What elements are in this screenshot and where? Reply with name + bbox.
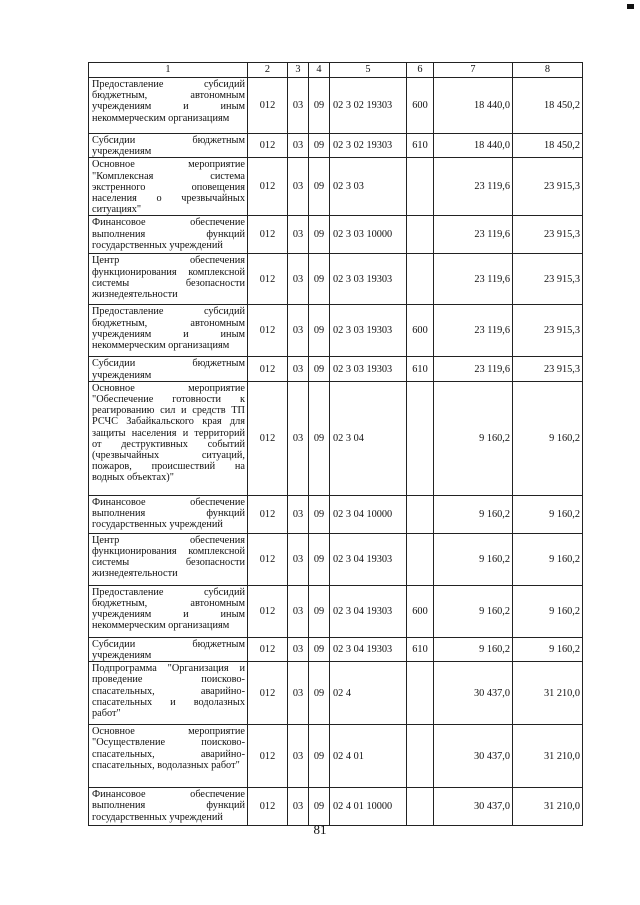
row-name: Субсидии бюджетным учреждениям <box>89 357 248 381</box>
cell-target-code: 02 3 03 10000 <box>330 216 407 254</box>
row-name: Предоставление субсидий бюджетным, автономным учреждениям и иным некоммерческим организациям <box>89 585 248 637</box>
cell-target-code: 02 3 04 19303 <box>330 585 407 637</box>
header-cell: 5 <box>330 63 407 78</box>
row-name: Субсидии бюджетным учреждениям <box>89 637 248 661</box>
header-cell: 8 <box>513 63 583 78</box>
cell-subsection: 09 <box>309 78 330 134</box>
row-name: Основное мероприятие "Осуществление поисково-спасательных, аварийно-спасательных, водолазных работ" <box>89 725 248 788</box>
cell-amount-1: 9 160,2 <box>434 637 513 661</box>
table-row <box>89 788 583 826</box>
cell-subsection: 09 <box>309 357 330 381</box>
cell-subsection: 09 <box>309 637 330 661</box>
table-row <box>89 254 583 305</box>
cell-admin-code: 012 <box>248 78 288 134</box>
cell-admin-code: 012 <box>248 533 288 585</box>
row-name: Финансовое обеспечение выполнения функций государственных учреждений <box>89 788 248 826</box>
cell-amount-1: 30 437,0 <box>434 788 513 826</box>
cell-admin-code: 012 <box>248 216 288 254</box>
cell-amount-2: 9 160,2 <box>513 495 583 533</box>
table-row <box>89 725 583 788</box>
cell-subsection: 09 <box>309 725 330 788</box>
row-name: Основное мероприятие "Комплексная система экстренного оповещения населения о чрезвычайных ситуациях" <box>89 158 248 216</box>
cell-section: 03 <box>288 788 309 826</box>
table-row <box>89 381 583 495</box>
table-row <box>89 357 583 381</box>
cell-amount-2: 9 160,2 <box>513 533 583 585</box>
cell-amount-2: 9 160,2 <box>513 381 583 495</box>
cell-amount-2: 23 915,3 <box>513 254 583 305</box>
cell-admin-code: 012 <box>248 357 288 381</box>
cell-target-code: 02 3 04 19303 <box>330 637 407 661</box>
cell-expense-type <box>407 158 434 216</box>
cell-subsection: 09 <box>309 533 330 585</box>
row-name: Предоставление субсидий бюджетным, автономным учреждениям и иным некоммерческим организациям <box>89 305 248 357</box>
cell-target-code: 02 4 01 <box>330 725 407 788</box>
cell-amount-2: 18 450,2 <box>513 134 583 158</box>
cell-amount-1: 23 119,6 <box>434 216 513 254</box>
table-row <box>89 533 583 585</box>
cell-admin-code: 012 <box>248 637 288 661</box>
row-name: Подпрограмма "Организация и проведение поисково-спасательных, аварийно-спасательных и водолазных работ" <box>89 662 248 725</box>
cell-admin-code: 012 <box>248 158 288 216</box>
cell-expense-type: 600 <box>407 585 434 637</box>
cell-amount-2: 31 210,0 <box>513 788 583 826</box>
cell-target-code: 02 4 <box>330 662 407 725</box>
cell-admin-code: 012 <box>248 585 288 637</box>
cell-expense-type <box>407 662 434 725</box>
cell-admin-code: 012 <box>248 495 288 533</box>
header-cell: 1 <box>89 63 248 78</box>
cell-amount-2: 23 915,3 <box>513 357 583 381</box>
table-row <box>89 216 583 254</box>
table-row <box>89 78 583 134</box>
cell-amount-1: 23 119,6 <box>434 254 513 305</box>
cell-target-code: 02 3 03 <box>330 158 407 216</box>
cell-target-code: 02 3 03 19303 <box>330 254 407 305</box>
table-row <box>89 305 583 357</box>
cell-subsection: 09 <box>309 381 330 495</box>
cell-subsection: 09 <box>309 216 330 254</box>
cell-amount-1: 9 160,2 <box>434 495 513 533</box>
cell-amount-1: 30 437,0 <box>434 725 513 788</box>
cell-target-code: 02 4 01 10000 <box>330 788 407 826</box>
cell-expense-type: 610 <box>407 637 434 661</box>
cell-section: 03 <box>288 78 309 134</box>
cell-subsection: 09 <box>309 662 330 725</box>
cell-section: 03 <box>288 305 309 357</box>
row-name: Центр обеспечения функционирования комплексной системы безопасности жизнедеятельности <box>89 254 248 305</box>
cell-expense-type: 600 <box>407 78 434 134</box>
cell-section: 03 <box>288 381 309 495</box>
cell-amount-2: 23 915,3 <box>513 216 583 254</box>
header-cell: 7 <box>434 63 513 78</box>
cell-section: 03 <box>288 725 309 788</box>
cell-target-code: 02 3 03 19303 <box>330 305 407 357</box>
table-row <box>89 495 583 533</box>
cell-section: 03 <box>288 533 309 585</box>
cell-subsection: 09 <box>309 788 330 826</box>
row-name: Центр обеспечения функционирования комплексной системы безопасности жизнедеятельности <box>89 533 248 585</box>
cell-amount-2: 23 915,3 <box>513 158 583 216</box>
cell-expense-type <box>407 725 434 788</box>
cell-section: 03 <box>288 637 309 661</box>
cell-subsection: 09 <box>309 495 330 533</box>
row-name: Финансовое обеспечение выполнения функций государственных учреждений <box>89 216 248 254</box>
cell-target-code: 02 3 02 19303 <box>330 78 407 134</box>
budget-table <box>88 62 583 826</box>
header-row <box>89 63 583 78</box>
cell-expense-type: 600 <box>407 305 434 357</box>
cell-admin-code: 012 <box>248 725 288 788</box>
cell-amount-2: 23 915,3 <box>513 305 583 357</box>
cell-amount-1: 23 119,6 <box>434 158 513 216</box>
cell-target-code: 02 3 03 19303 <box>330 357 407 381</box>
cell-amount-2: 9 160,2 <box>513 637 583 661</box>
cell-subsection: 09 <box>309 305 330 357</box>
cell-expense-type: 610 <box>407 134 434 158</box>
cell-amount-2: 18 450,2 <box>513 78 583 134</box>
cell-admin-code: 012 <box>248 662 288 725</box>
cell-expense-type: 610 <box>407 357 434 381</box>
cell-amount-1: 23 119,6 <box>434 305 513 357</box>
cell-expense-type <box>407 216 434 254</box>
header-cell: 3 <box>288 63 309 78</box>
table-row <box>89 134 583 158</box>
cell-section: 03 <box>288 134 309 158</box>
row-name: Субсидии бюджетным учреждениям <box>89 134 248 158</box>
cell-amount-1: 18 440,0 <box>434 134 513 158</box>
cell-subsection: 09 <box>309 254 330 305</box>
cell-amount-1: 9 160,2 <box>434 381 513 495</box>
cell-section: 03 <box>288 216 309 254</box>
row-name: Основное мероприятие "Обеспечение готовности к реагированию сил и средств ТП РСЧС Забайкальского края для защиты населения и территорий от деструктивных событий (чрезвычайных ситуаций, пожаров, происшествий на водных объектах)" <box>89 381 248 495</box>
header-cell: 2 <box>248 63 288 78</box>
row-name: Финансовое обеспечение выполнения функций государственных учреждений <box>89 495 248 533</box>
cell-section: 03 <box>288 662 309 725</box>
row-name: Предоставление субсидий бюджетным, автономным учреждениям и иным некоммерческим организациям <box>89 78 248 134</box>
cell-admin-code: 012 <box>248 788 288 826</box>
cell-subsection: 09 <box>309 134 330 158</box>
cell-expense-type <box>407 533 434 585</box>
cell-admin-code: 012 <box>248 134 288 158</box>
cell-target-code: 02 3 04 19303 <box>330 533 407 585</box>
cell-expense-type <box>407 381 434 495</box>
table-row <box>89 637 583 661</box>
page-number: 81 <box>313 822 327 837</box>
cell-amount-1: 23 119,6 <box>434 357 513 381</box>
cell-subsection: 09 <box>309 158 330 216</box>
cell-section: 03 <box>288 585 309 637</box>
cell-admin-code: 012 <box>248 381 288 495</box>
corner-mark <box>627 4 634 9</box>
cell-expense-type <box>407 788 434 826</box>
cell-amount-1: 30 437,0 <box>434 662 513 725</box>
cell-target-code: 02 3 04 10000 <box>330 495 407 533</box>
cell-amount-1: 9 160,2 <box>434 533 513 585</box>
cell-target-code: 02 3 02 19303 <box>330 134 407 158</box>
cell-section: 03 <box>288 254 309 305</box>
header-cell: 4 <box>309 63 330 78</box>
cell-amount-1: 18 440,0 <box>434 78 513 134</box>
cell-section: 03 <box>288 357 309 381</box>
table-row <box>89 585 583 637</box>
cell-subsection: 09 <box>309 585 330 637</box>
cell-admin-code: 012 <box>248 305 288 357</box>
cell-section: 03 <box>288 158 309 216</box>
cell-amount-2: 9 160,2 <box>513 585 583 637</box>
header-cell: 6 <box>407 63 434 78</box>
table-row <box>89 158 583 216</box>
table-row <box>89 662 583 725</box>
cell-amount-2: 31 210,0 <box>513 725 583 788</box>
cell-expense-type <box>407 254 434 305</box>
cell-admin-code: 012 <box>248 254 288 305</box>
cell-section: 03 <box>288 495 309 533</box>
cell-target-code: 02 3 04 <box>330 381 407 495</box>
cell-amount-1: 9 160,2 <box>434 585 513 637</box>
cell-expense-type <box>407 495 434 533</box>
cell-amount-2: 31 210,0 <box>513 662 583 725</box>
